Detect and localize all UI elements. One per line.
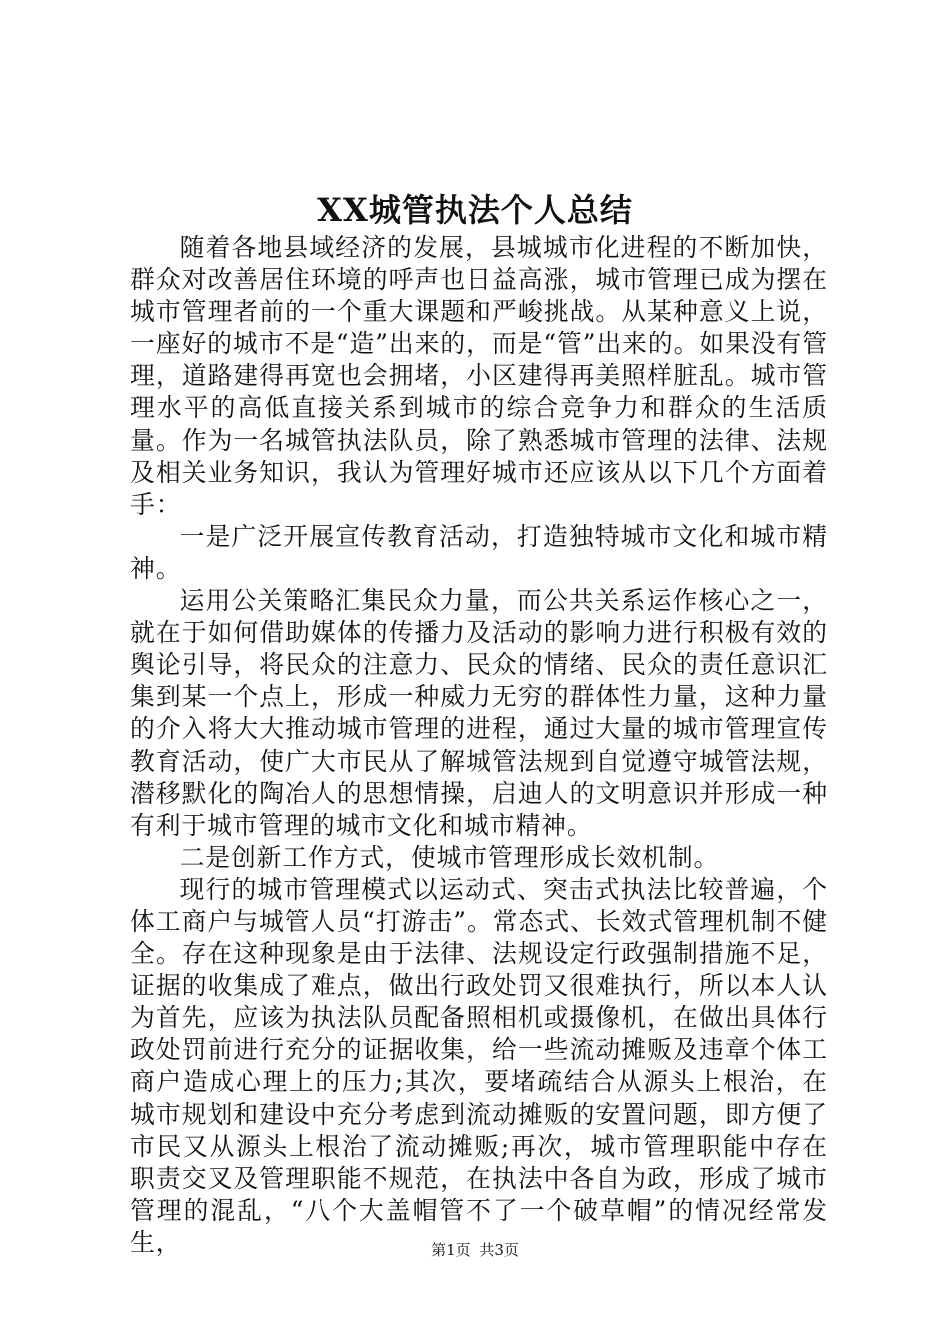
paragraph-point-one-body: 运用公关策略汇集民众力量，而公共关系运作核心之一，就在于如何借助媒体的传播力及活动的影响力进行积极有效的舆论引导，将民众的注意力、民众的情绪、民众的责任意识汇集到某一个点上，形成一种威力无穷的群体性力量，这种力量的介入将大大推动城市管理的进程，通过大量的城市管理宣传教育活动，使广大市民从了解城管法规到自觉遵守城管法规，潜移默化的陶冶人的思想情操，启迪人的文明意识并形成一种有利于城市管理的城市文化和城市精神。 bbox=[130, 586, 828, 840]
document-title: XX城管执法个人总结 bbox=[317, 191, 633, 229]
page-number: 第1页 bbox=[431, 1241, 471, 1259]
paragraph-intro: 随着各地县域经济的发展，县城城市化进程的不断加快，群众对改善居住环境的呼声也日益高涨，城市管理已成为摆在城市管理者前的一个重大课题和严峻挑战。从某种意义上说，一座好的城市不是“造”出来的，而是“管”出来的。如果没有管理，道路建得再宽也会拥堵，小区建得再美照样脏乱。城市管理水平的高低直接关系到城市的综合竞争力和群众的生活质量。作为一名城管执法队员，除了熟悉城市管理的法律、法规及相关业务知识，我认为管理好城市还应该从以下几个方面着手： bbox=[130, 233, 828, 519]
page-footer bbox=[0, 1240, 950, 1260]
paragraph-point-two-body: 现行的城市管理模式以运动式、突击式执法比较普遍，个体工商户与城管人员“打游击”。常态式、长效式管理机制不健全。存在这种现象是由于法律、法规设定行政强制措施不足，证据的收集成了难点，做出行政处罚又很难执行，所以本人认为首先，应该为执法队员配备照相机或摄像机，在做出具体行政处罚前进行充分的证据收集，给一些流动摊贩及违章个体工商户造成心理上的压力;其次，要堵疏结合从源头上根治，在城市规划和建设中充分考虑到流动摊贩的安置问题，即方便了市民又从源头上根治了流动摊贩;再次，城市管理职能中存在职责交叉及管理职能不规范，在执法中各自为政，形成了城市管理的混乱，“八个大盖帽管不了一个破草帽”的情况经常发生， bbox=[130, 874, 828, 1257]
page-total: 共3页 bbox=[479, 1241, 519, 1259]
document-body bbox=[130, 232, 828, 1259]
paragraph-point-one-heading: 一是广泛开展宣传教育活动，打造独特城市文化和城市精神。 bbox=[130, 521, 828, 583]
paragraph-point-two-heading: 二是创新工作方式，使城市管理形成长效机制。 bbox=[179, 842, 720, 872]
